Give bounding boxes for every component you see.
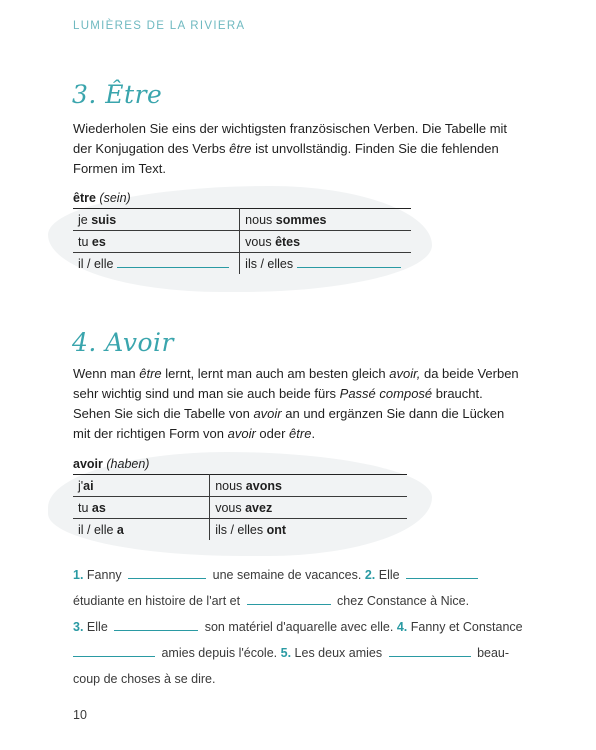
table-cell — [240, 253, 411, 275]
table-row — [73, 253, 411, 275]
answer-blank[interactable] — [117, 256, 229, 268]
exercise-text-span: Elle — [86, 620, 108, 634]
exercise-text-span: étudiante en histoire de l'art et — [73, 594, 241, 608]
verb-form: a — [116, 522, 124, 537]
verb-form: avons — [245, 478, 282, 493]
table-cell — [240, 209, 411, 231]
table-cell — [240, 231, 411, 253]
intro-text: oder — [255, 426, 290, 441]
answer-blank[interactable] — [128, 566, 206, 579]
etre-table — [73, 191, 411, 274]
exercise-line — [73, 614, 533, 640]
verb-form: êtes — [275, 234, 301, 249]
item-number: 4. — [396, 620, 408, 634]
table-verb: avoir — [73, 457, 103, 471]
intro-line: Formen im Text. — [73, 161, 166, 176]
answer-blank[interactable] — [247, 592, 331, 605]
intro-verb: avoir — [253, 406, 282, 421]
intro-verb: avoir — [227, 426, 256, 441]
intro-term: Passé composé — [339, 386, 433, 401]
pronoun: ils / elles — [245, 257, 294, 271]
exercise-text-span: coup de choses à se dire. — [73, 672, 216, 686]
page-number: 10 — [73, 708, 87, 722]
section-3-intro — [73, 119, 543, 179]
verb-form: es — [91, 234, 106, 249]
table-row — [73, 209, 411, 231]
table-verb: être — [73, 191, 96, 205]
table-cell — [73, 253, 240, 275]
verb-form: suis — [91, 212, 117, 227]
intro-text: sehr wichtig sind und man sie auch beide fürs — [73, 386, 340, 401]
intro-text: Sehen Sie sich die Tabelle von — [73, 406, 254, 421]
answer-blank[interactable] — [73, 644, 155, 657]
conjugation-table — [73, 208, 411, 274]
item-number: 5. — [280, 646, 292, 660]
pronoun: j' — [78, 478, 84, 493]
answer-blank[interactable] — [297, 256, 401, 268]
section-4-title: 4. Avoir — [72, 328, 174, 357]
intro-text: Wenn man — [73, 366, 140, 381]
exercise-text-span: chez Constance à Nice. — [337, 594, 470, 608]
intro-line — [73, 424, 553, 444]
exercise-text-span: une semaine de vacances. — [212, 568, 362, 582]
pronoun: il / elle — [78, 257, 114, 271]
item-number: 3. — [73, 620, 84, 634]
exercise-text-span: Elle — [378, 568, 400, 582]
section-3-title: 3. Être — [72, 80, 163, 109]
exercise-text-span: Les deux amies — [294, 646, 383, 660]
running-head: LUMIÈRES DE LA RIVIERA — [73, 20, 246, 32]
exercise-text — [73, 562, 533, 692]
pronoun: nous — [245, 212, 273, 227]
table-row — [73, 519, 407, 541]
intro-verb: avoir, — [389, 366, 421, 381]
verb-form: avez — [245, 500, 273, 515]
table-cell — [210, 497, 407, 519]
exercise-text-span: beau- — [477, 646, 510, 660]
intro-verb: être — [289, 426, 312, 441]
intro-text: lernt, lernt man auch am besten gleich — [161, 366, 390, 381]
pronoun: ils / elles — [215, 522, 264, 537]
intro-line — [73, 139, 543, 159]
table-row — [73, 497, 407, 519]
verb-form: ont — [266, 522, 287, 537]
item-number: 1. — [73, 568, 84, 582]
pronoun: tu — [78, 234, 89, 249]
table-gloss: (sein) — [99, 191, 131, 205]
answer-blank[interactable] — [389, 644, 471, 657]
pronoun: vous — [245, 234, 272, 249]
exercise-text-span: amies depuis l'école. — [161, 646, 278, 660]
intro-text: ist unvollständig. Finden Sie die fehlenden — [251, 141, 499, 156]
intro-text: braucht. — [432, 386, 483, 401]
table-title — [73, 457, 407, 471]
exercise-text-span: Fanny — [86, 568, 122, 582]
table-title — [73, 191, 411, 205]
exercise-line — [73, 640, 533, 666]
intro-text: an und ergänzen Sie dann die Lücken — [281, 406, 505, 421]
answer-blank[interactable] — [406, 566, 478, 579]
intro-text: . — [311, 426, 316, 441]
pronoun: nous — [215, 478, 243, 493]
pronoun: je — [78, 212, 88, 227]
table-row — [73, 231, 411, 253]
verb-form: as — [91, 500, 106, 515]
exercise-line — [73, 588, 533, 614]
intro-verb: être — [229, 141, 252, 156]
table-cell — [73, 497, 210, 519]
answer-blank[interactable] — [114, 618, 198, 631]
exercise-text-span: son matériel d'aquarelle avec elle. — [204, 620, 394, 634]
intro-line — [73, 404, 553, 424]
table-cell — [210, 475, 407, 497]
table-cell — [73, 209, 240, 231]
table-row — [73, 475, 407, 497]
intro-line: Wiederholen Sie eins der wichtigsten französischen Verben. Die Tabelle mit — [73, 121, 508, 136]
item-number: 2. — [364, 568, 376, 582]
table-cell — [73, 519, 210, 541]
exercise-text-span: Fanny et Constance — [410, 620, 523, 634]
table-cell — [210, 519, 407, 541]
table-gloss: (haben) — [106, 457, 150, 471]
conjugation-table — [73, 474, 407, 540]
exercise-line — [73, 666, 533, 692]
table-cell — [73, 475, 210, 497]
verb-form: ai — [83, 478, 94, 493]
intro-text: da beide Verben — [420, 366, 519, 381]
section-4-intro — [73, 364, 553, 444]
intro-line — [73, 364, 553, 384]
intro-verb: être — [139, 366, 162, 381]
intro-line — [73, 384, 553, 404]
verb-form: sommes — [275, 212, 327, 227]
table-cell — [73, 231, 240, 253]
exercise-line — [73, 562, 533, 588]
pronoun: tu — [78, 500, 89, 515]
intro-text: mit der richtigen Form von — [73, 426, 228, 441]
intro-text: der Konjugation des Verbs — [73, 141, 230, 156]
pronoun: vous — [215, 500, 242, 515]
pronoun: il / elle — [78, 522, 114, 537]
avoir-table — [73, 457, 407, 540]
